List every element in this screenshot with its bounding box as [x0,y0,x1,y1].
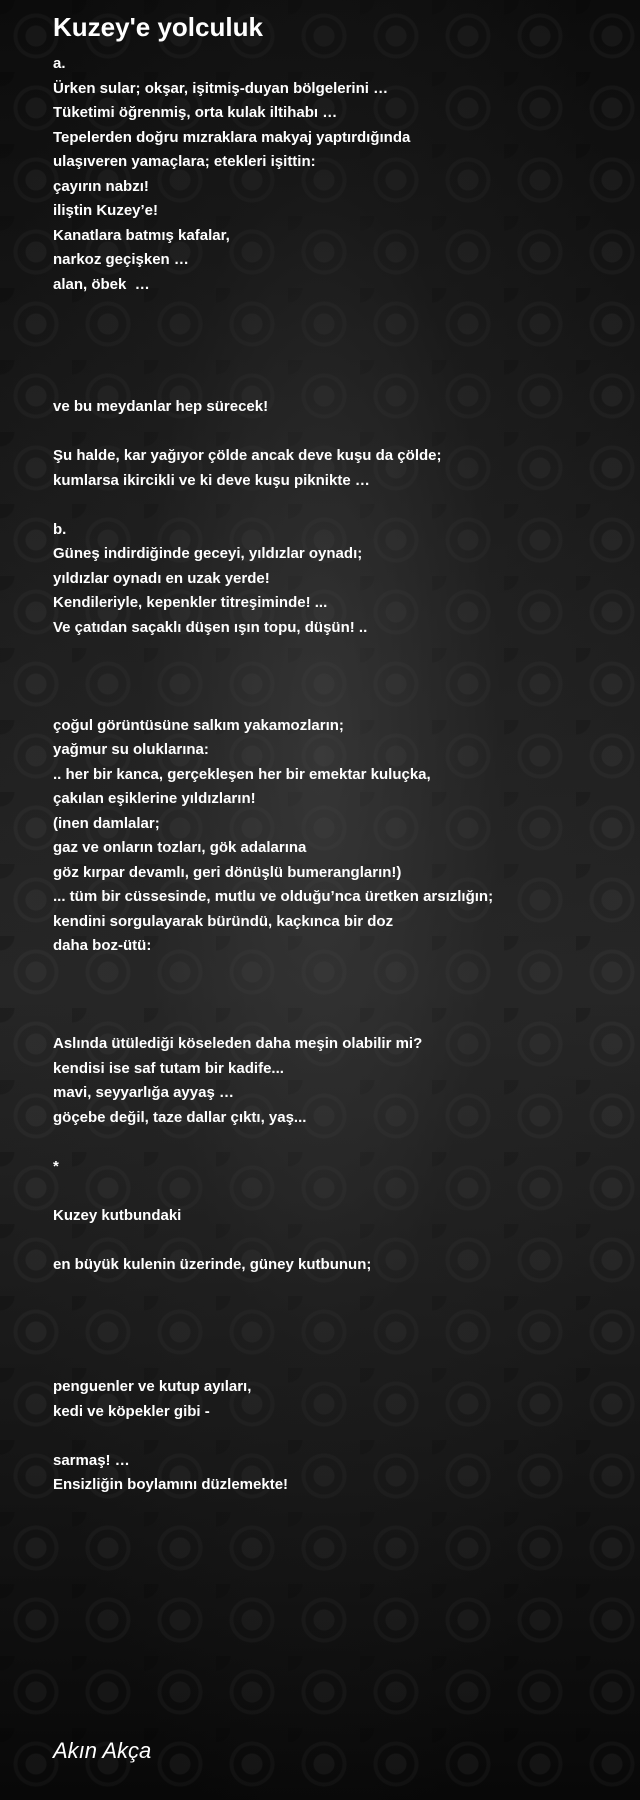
poem-line: çoğul görüntüsüne salkım yakamozların; [53,716,344,734]
poem-line: penguenler ve kutup ayıları, [53,1378,252,1395]
poem-line: kumlarsa ikircikli ve ki deve kuşu piknikte … [53,471,370,489]
poem-line: Güneş indirdiğinde geceyi, yıldızlar oynadı; [53,545,363,562]
poem-line [53,420,623,445]
poem-line [53,959,623,984]
poem-line: ... tüm bir cüssesinde, mutlu ve olduğu’nca üretken arsızlığın; [53,888,494,905]
poem-line [53,1277,623,1302]
poem-line [53,1228,623,1253]
poem-line [53,983,623,1008]
poem-line: Tepelerden doğru mızraklara makyaj yaptırdığında [53,128,411,146]
poem-line: Kuzey kutbundaki [53,1206,182,1224]
poem-line: a. [53,55,66,72]
poem-container [53,10,623,1498]
poem-line [53,1351,623,1376]
poem-line [53,1302,623,1327]
poem-line: sarmaş! … [53,1451,130,1469]
poem-line: yağmur su oluklarına: [53,741,209,758]
poem-line [53,1008,623,1033]
poem-line: Ürken sular; okşar, işitmiş-duyan bölgelerini … [53,79,389,97]
poem-author: Akın Akça [53,1738,152,1763]
poem-line [53,322,623,347]
poem-line: ulaşıveren yamaçlara; etekleri işittin: [53,153,316,170]
poem-line [53,493,623,518]
poem-line: Kendileriyle, kepenkler titreşiminde! ... [53,594,328,611]
poem-line: Şu halde, kar yağıyor çölde ancak deve kuşu da çölde; [53,447,442,464]
poem-line: (inen damlalar; [53,814,160,832]
poem-line [53,1424,623,1449]
poem-line: .. her bir kanca, gerçekleşen her bir emektar kuluçka, [53,765,431,783]
poem-line: kendini sorgulayarak büründü, kaçkınca bir doz [53,912,394,930]
poem-line [53,689,623,714]
poem-line: yıldızlar oynadı en uzak yerde! [53,569,270,587]
poem-line [53,346,623,371]
poem-line [53,665,623,690]
poem-line [53,297,623,322]
poem-line: Tüketimi öğrenmiş, orta kulak iltihabı … [53,104,338,121]
poem-line: * [53,1157,59,1175]
poem-line: çayırın nabzı! [53,177,149,195]
poem-line: göz kırpar devamlı, geri dönüşlü bumerangların!) [53,863,402,881]
poem-line: alan, öbek … [53,275,150,293]
poem-line: en büyük kulenin üzerinde, güney kutbunun; [53,1255,372,1273]
poem-line: Kanatlara batmış kafalar, [53,226,230,244]
poem-line: Ve çatıdan saçaklı düşen ışın topu, düşün! .. [53,618,368,636]
poem-line: kendisi ise saf tutam bir kadife... [53,1059,284,1077]
poem-line [53,1326,623,1351]
poem-line: mavi, seyyarlığa ayyaş … [53,1084,234,1101]
poem-line: daha boz-ütü: [53,937,152,954]
poem-line: ve bu meydanlar hep sürecek! [53,398,269,415]
poem-line: göçebe değil, taze dallar çıktı, yaş... [53,1108,307,1126]
poem-line: Ensizliğin boylamını düzlemekte! [53,1476,289,1493]
poem-line: kedi ve köpekler gibi - [53,1402,210,1420]
poem-title: Kuzey'e yolculuk [53,12,263,42]
poem-line: çakılan eşiklerine yıldızların! [53,790,256,807]
poem-line: Aslında ütülediği köseleden daha meşin olabilir mi? [53,1035,423,1052]
poem-line [53,1130,623,1155]
poem-line: iliştin Kuzey’e! [53,202,159,219]
poem-line [53,640,623,665]
poem-line [53,1179,623,1204]
poem-line: narkoz geçişken … [53,251,189,268]
poem-line: b. [53,520,67,538]
poem-body [53,52,623,1498]
poem-line: gaz ve onların tozları, gök adalarına [53,839,307,856]
poem-line [53,371,623,396]
